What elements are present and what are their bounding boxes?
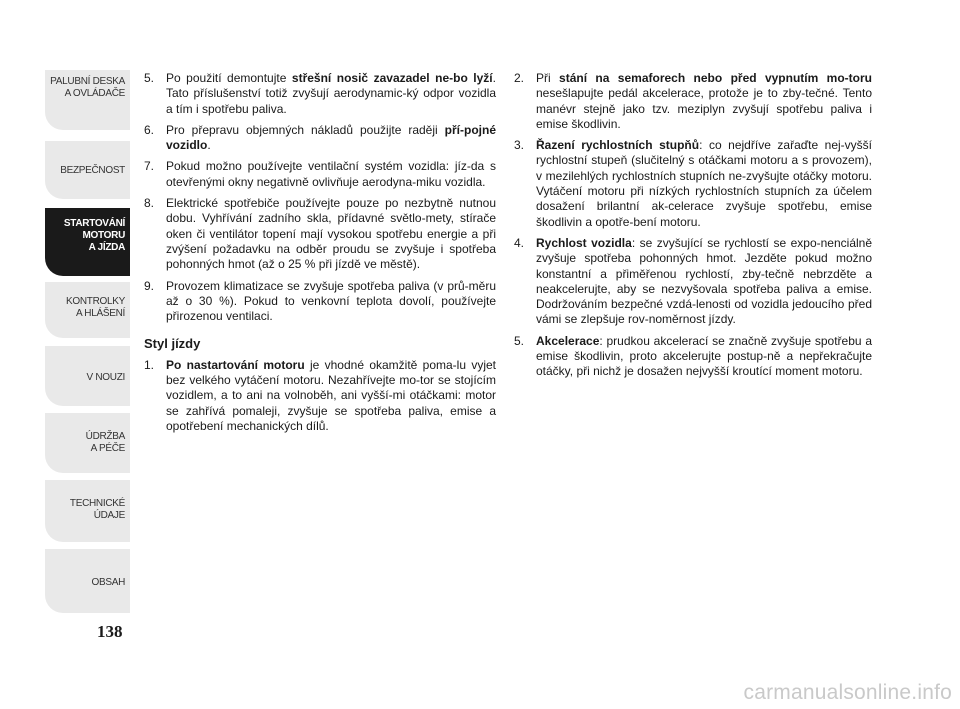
tab-label: A JÍZDA [88, 242, 125, 253]
list-item [514, 236, 872, 328]
page-number: 138 [97, 622, 123, 641]
item-bold: Rychlost vozidla [536, 235, 632, 250]
item-number: 4. [514, 235, 525, 250]
item-bold: pří-pojné vozidlo [166, 122, 496, 153]
item-number: 3. [514, 138, 525, 153]
item-text: : se zvyšující se rychlostí se expo-nenciálně zvyšuje spotřeba pohonných hmot. Jezděte pokud možno konstantní a přiměřenou rychlostí, zby-tečně nebrzděte a neakcelerujte, aby se nezvyšovala spotřeba paliva a emise. Dodržováním bezpečné vzdá-lenosti od vozidla jedoucího před vámi se zlepšuje rov-noměrnost jízdy. [536, 235, 872, 327]
item-text: . [207, 138, 211, 153]
tab-technicke-udaje[interactable] [45, 480, 131, 542]
list-item [514, 138, 872, 230]
list-item [144, 123, 496, 154]
item-number: 2. [514, 71, 525, 85]
item-text: Pro přepravu objemných nákladů použijte raději [166, 122, 445, 137]
list-item [144, 358, 496, 434]
item-text: Provozem klimatizace se zvyšuje spotřeba paliva (v prů-měru až o 30 %). Pokud to venkovní teplota dovolí, používejte přirozenou ventilaci. [166, 278, 496, 324]
item-text: : co nejdříve zařaďte nej-vyšší rychlostní stupeň (slučitelný s otáčkami motoru a s provozem), v mezilehlých rychlostních stupních ne-zvyšujte otáčky motoru. Vytáčení motoru při nízkých rychlostních stupních za účelem dosažení brilantní ak-celerace zvyšuje spotřebu, emise škodlivin a opotře-bení motoru. [536, 138, 873, 229]
item-number: 7. [144, 159, 155, 174]
right-column [514, 71, 872, 386]
item-text: Při [536, 71, 560, 85]
tab-label: MOTORU [82, 230, 125, 241]
tab-palubni-deska[interactable] [45, 70, 131, 130]
watermark: carmanualsonline.info [743, 681, 952, 704]
tab-label: TECHNICKÉ [69, 498, 125, 509]
item-text: : prudkou akcelerací se značně zvyšuje spotřebu a emise škodlivin, proto akcelerujte postup-ně a nepřekračujte otáčky, při nichž je dosažen nejvyšší kroutící moment motoru. [536, 333, 872, 379]
tab-label: ÚDRŽBA [85, 431, 125, 442]
item-number: 5. [144, 71, 155, 85]
list-item [514, 334, 872, 380]
item-text: Pokud možno používejte ventilační systém vozidla: jíz-da s otevřenými okny negativně ovlivňuje aerodyna-miku vozidla. [166, 159, 496, 189]
tab-obsah[interactable] [45, 549, 131, 613]
item-text: . Tato příslušenství totiž zvyšují aerodynamic-ký odpor vozidla a tím i spotřebu paliva. [166, 71, 496, 116]
tab-label: BEZPEČNOST [60, 165, 125, 176]
tab-v-nouzi[interactable] [45, 346, 131, 406]
list-item [144, 159, 496, 190]
tab-label: A PÉČE [90, 443, 125, 454]
item-bold: střešní nosič zavazadel ne-bo lyží [291, 71, 493, 85]
item-text: nesešlapujte pedál akcelerace, protože je to zby-tečné. Tento manévr stejně jako tzv. meziplyn zvyšují spotřebu paliva i emise škodlivin. [536, 86, 872, 131]
item-bold: Řazení rychlostních stupňů [536, 138, 700, 153]
tab-udrzba[interactable] [45, 413, 131, 473]
item-number: 1. [144, 357, 155, 372]
list-item [144, 196, 496, 272]
list-item [144, 71, 496, 117]
left-column [144, 71, 496, 440]
section-heading: Styl jízdy [144, 336, 201, 352]
tab-bezpecnost[interactable] [45, 141, 131, 199]
item-number: 6. [144, 122, 155, 137]
item-text: Elektrické spotřebiče používejte pouze po nezbytně nutnou dobu. Vyhřívání zadního skla, přídavné světlo-mety, stírače oken či ventilátor topení mají vysokou spotřebu energie a při zvýšení požadavku na odběr proudu se zvyšuje i spotřeba pohonných hmot (až o 25 % při jízdě ve městě). [166, 196, 496, 272]
item-number: 8. [144, 196, 155, 211]
item-bold: stání na semaforech nebo před vypnutím mo-toru [559, 71, 872, 85]
item-text: je vhodné okamžitě poma-lu vyjet bez velkého vytáčení motoru. Nezahřívejte mo-tor se stojícím vozidlem, a to ani na volnoběh, ani vyšší-mi otáčkami: motor se zahřívá pomaleji, zvyšuje se spotřeba paliva, emise a opotřebení mechanických dílů. [166, 357, 496, 433]
tab-label: STARTOVÁNÍ [63, 218, 125, 229]
item-number: 5. [514, 333, 525, 348]
tab-startovani[interactable] [45, 208, 131, 276]
tab-label: KONTROLKY [66, 296, 125, 307]
tab-label: A HLÁŠENÍ [76, 308, 125, 319]
tab-label: A OVLÁDAČE [64, 88, 125, 99]
list-item [144, 279, 496, 325]
item-bold: Po nastartování motoru [166, 357, 305, 372]
tab-label: PALUBNÍ DESKA [50, 76, 125, 87]
tab-kontrolky[interactable] [45, 282, 131, 338]
item-bold: Akcelerace [536, 333, 600, 348]
tab-label: ÚDAJE [93, 510, 125, 521]
tab-label: V NOUZI [86, 372, 125, 383]
item-text: Po použití demontujte [166, 71, 292, 85]
list-item [514, 71, 872, 132]
tab-label: OBSAH [91, 577, 125, 588]
item-number: 9. [144, 278, 155, 293]
